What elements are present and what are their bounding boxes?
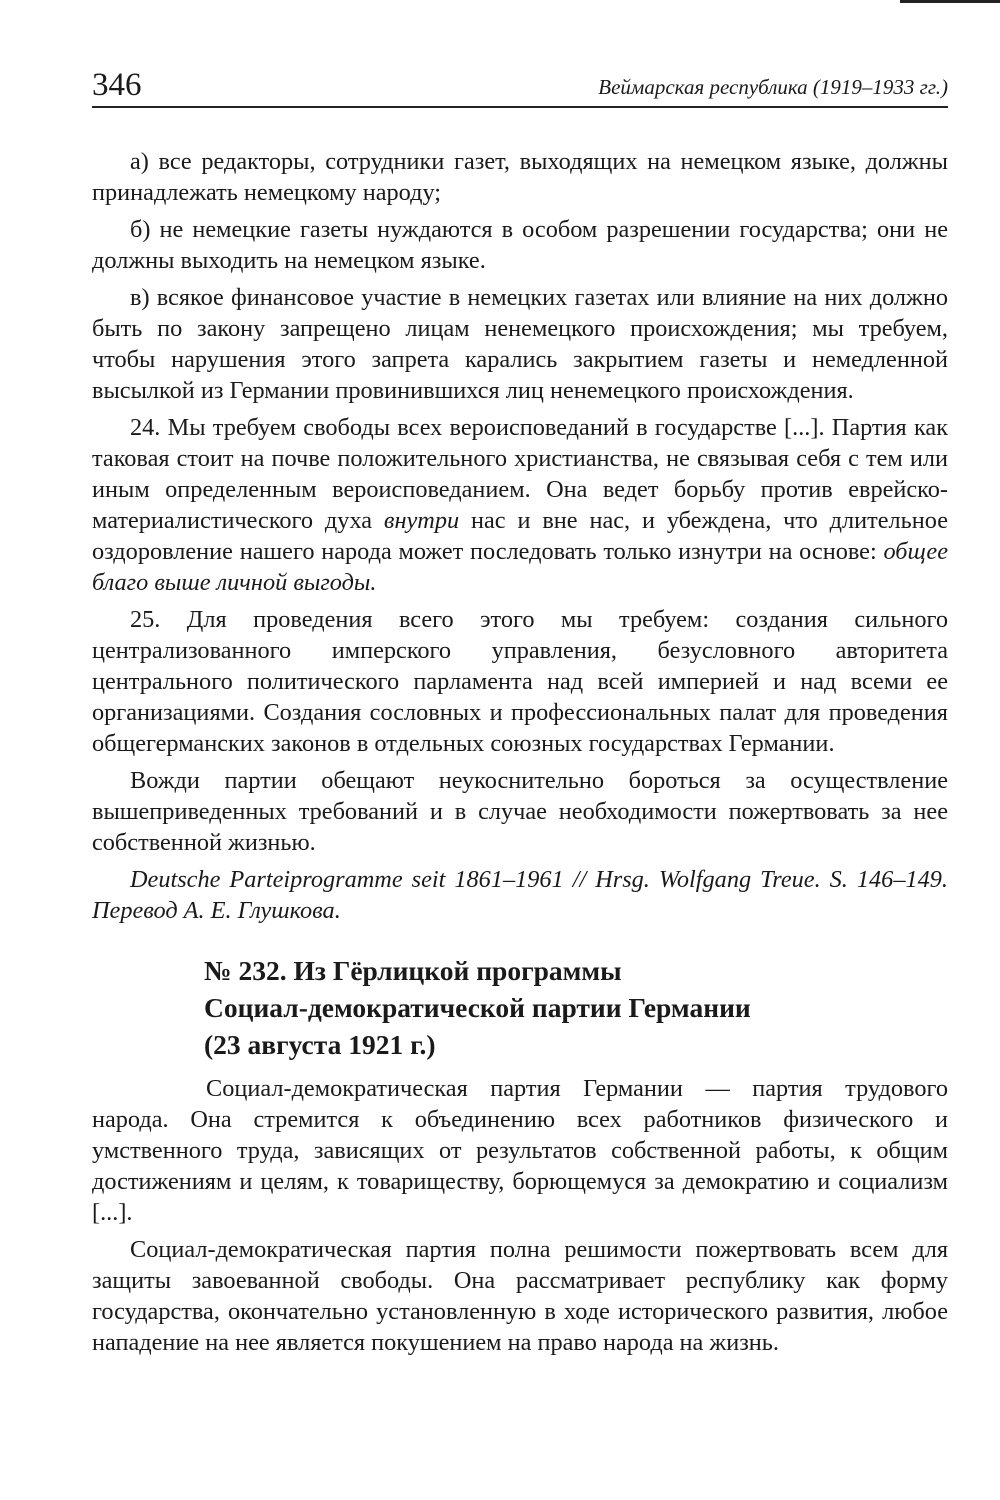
paragraph-leaders: Вожди партии обещают неукоснительно бороться за осуществление вышеприведенных требований и в случае необходимости пожертвовать за нее собственной жизнью. — [92, 767, 948, 856]
scan-edge-rule — [900, 0, 1000, 3]
paragraph-b: б) не немецкие газеты нуждаются в особом разрешении государства; они не должны выходить на немецком языке. — [92, 216, 948, 274]
header-rule — [92, 106, 948, 108]
running-title: Веймарская республика (1919–1933 гг.) — [598, 75, 948, 99]
paragraph-24-text-cont: нас и вне нас, и убеждена, что длительное оздоровление нашего народа может последовать только изнутри на основе: — [92, 507, 948, 565]
paragraph-a: а) все редакторы, сотрудники газет, выходящих на немецком языке, должны принадлежать немецкому народу; — [92, 148, 948, 206]
emphasis-inside: внутри — [383, 507, 460, 534]
paragraph-24-text: 24. Мы требуем свободы всех вероисповеданий в государстве [...]. Партия как таковая стоит на почве положительного христианства, не связывая себя с тем или иным определенным вероисповеданием. Она ведет борьбу против еврейско-материалистического духа — [92, 414, 948, 534]
section-paragraph-1-text: Социал-демократическая партия Германии — партия трудового народа. Она стремится к объединению всех работников физического и умственного труда, зависящих от результатов собственной работы, к общим достижениям и целям, к товариществу, борющемуся за демократию и социализм [...]. — [92, 1075, 948, 1226]
paragraph-25: 25. Для проведения всего этого мы требуем: создания сильного централизованного имперского управления, безусловного авторитета центрального политического парламента над всей империей и над всеми ее организациями. Создания сословных и профессиональных палат для проведения общегерманских законов в отдельных союзных государствах Германии. — [92, 606, 948, 757]
page-number: 346 — [92, 67, 142, 103]
section-heading — [204, 952, 948, 1063]
emphasis-motto: общее благо выше личной выгоды. — [92, 538, 948, 596]
page-body — [92, 146, 948, 1358]
paragraph-24 — [92, 412, 948, 598]
heading-line-1: № 232. Из Гёрлицкой программы — [204, 955, 622, 986]
heading-line-2: Социал-демократической партии Германии — [204, 992, 751, 1023]
heading-line-3: (23 августа 1921 г.) — [204, 1029, 436, 1060]
section-paragraph-1 — [92, 1073, 948, 1228]
source-citation: Deutsche Parteiprogramme seit 1861–1961 // Hrsg. Wolfgang Treue. S. 146–149. Перевод А. Е. Глушкова. — [92, 866, 948, 924]
book-page — [92, 58, 948, 1364]
page-header — [92, 58, 948, 102]
paragraph-c: в) всякое финансовое участие в немецких газетах или влияние на них должно быть по закону запрещено лицам ненемецкого происхождения; мы требуем, чтобы нарушения этого запрета карались закрытием газеты и немедленной высылкой из Германии провинившихся лиц ненемецкого происхождения. — [92, 284, 948, 404]
section-paragraph-2: Социал-демократическая партия полна решимости пожертвовать всем для защиты завоеванной свободы. Она рассматривает республику как форму государства, окончательно установленную в ходе исторического развития, любое нападение на нее является покушением на право народа на жизнь. — [92, 1236, 948, 1356]
